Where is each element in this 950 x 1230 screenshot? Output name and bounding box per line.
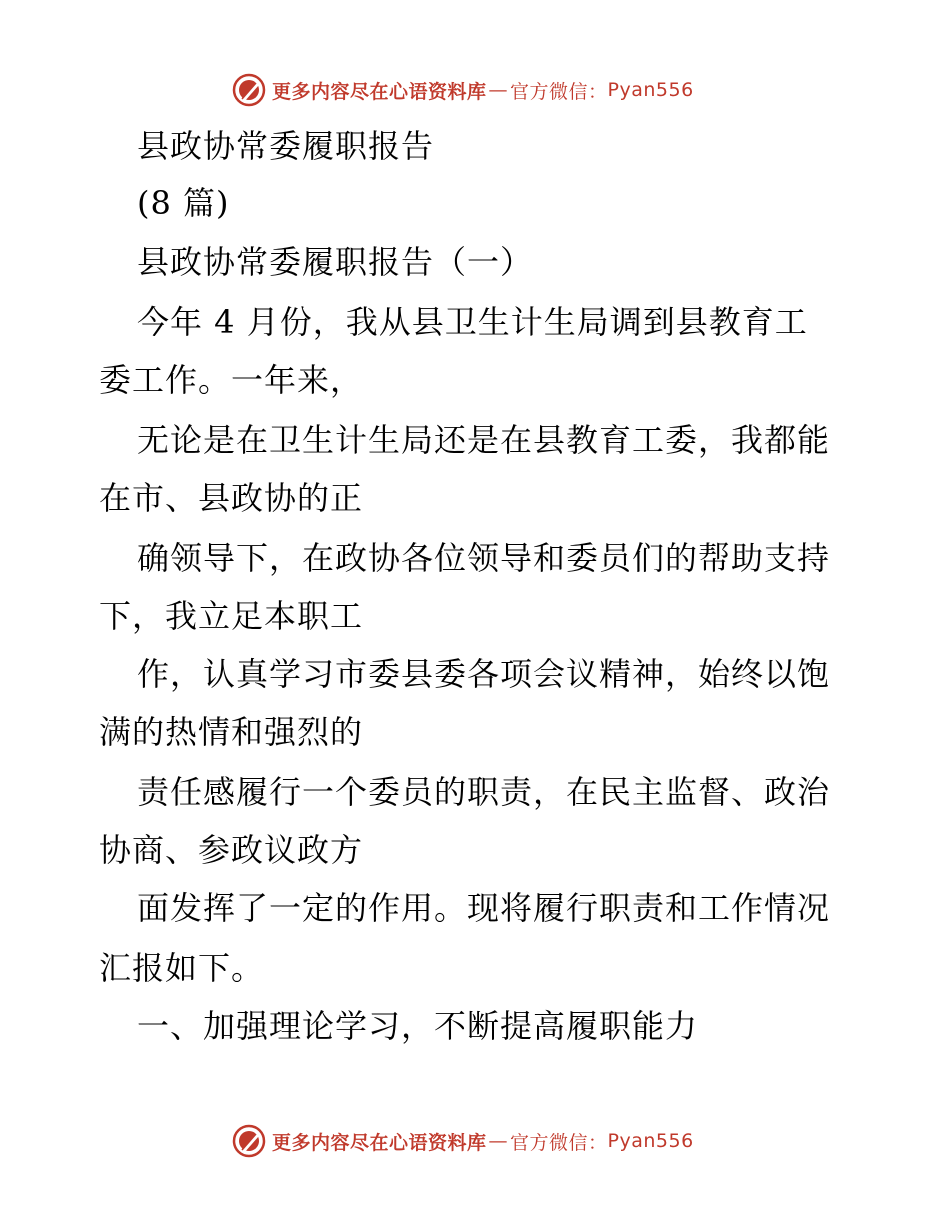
footer-watermark	[232, 1124, 694, 1158]
paragraph-line: 面发挥了一定的作用。现将履行职责和工作情况	[137, 889, 831, 927]
paragraph-line: 今年 4 月份，我从县卫生计生局调到县教育工	[137, 303, 808, 341]
pen-logo-icon	[232, 1124, 266, 1158]
paragraph-line: 汇报如下。	[99, 949, 265, 987]
paragraph-line: 确领导下，在政协各位领导和委员们的帮助支持	[137, 539, 831, 577]
paragraph-line: 作，认真学习市委县委各项会议精神，始终以饱	[137, 655, 831, 693]
paragraph-line: 无论是在卫生计生局还是在县教育工委，我都能	[137, 421, 831, 459]
document-subtitle: (8 篇)	[137, 184, 230, 222]
paragraph-line: 委工作。一年来，	[99, 361, 364, 399]
watermark-dash: —	[488, 1130, 509, 1152]
pen-logo-icon	[232, 73, 266, 107]
paragraph-line: 在市、县政协的正	[99, 479, 364, 517]
section-heading: 县政协常委履职报告（一）	[137, 243, 534, 281]
paragraph-line: 责任感履行一个委员的职责，在民主监督、政治	[137, 773, 831, 811]
watermark-brand: 更多内容尽在心语资料库	[272, 80, 487, 103]
watermark-wechat-label: 官方微信：	[510, 1131, 608, 1154]
watermark-brand: 更多内容尽在心语资料库	[272, 1131, 487, 1154]
paragraph-line: 满的热情和强烈的	[99, 713, 364, 751]
paragraph-line: 下，我立足本职工	[99, 597, 364, 635]
watermark-wechat-label: 官方微信：	[510, 80, 608, 103]
paragraph-line: 协商、参政议政方	[99, 831, 364, 869]
point-heading: 一、加强理论学习，不断提高履职能力	[137, 1007, 699, 1045]
watermark-dash: —	[488, 79, 509, 101]
header-watermark	[232, 73, 694, 107]
document-title: 县政协常委履职报告	[137, 127, 435, 165]
watermark-wechat-id: Pyan556	[607, 79, 694, 101]
watermark-wechat-id: Pyan556	[607, 1130, 694, 1152]
